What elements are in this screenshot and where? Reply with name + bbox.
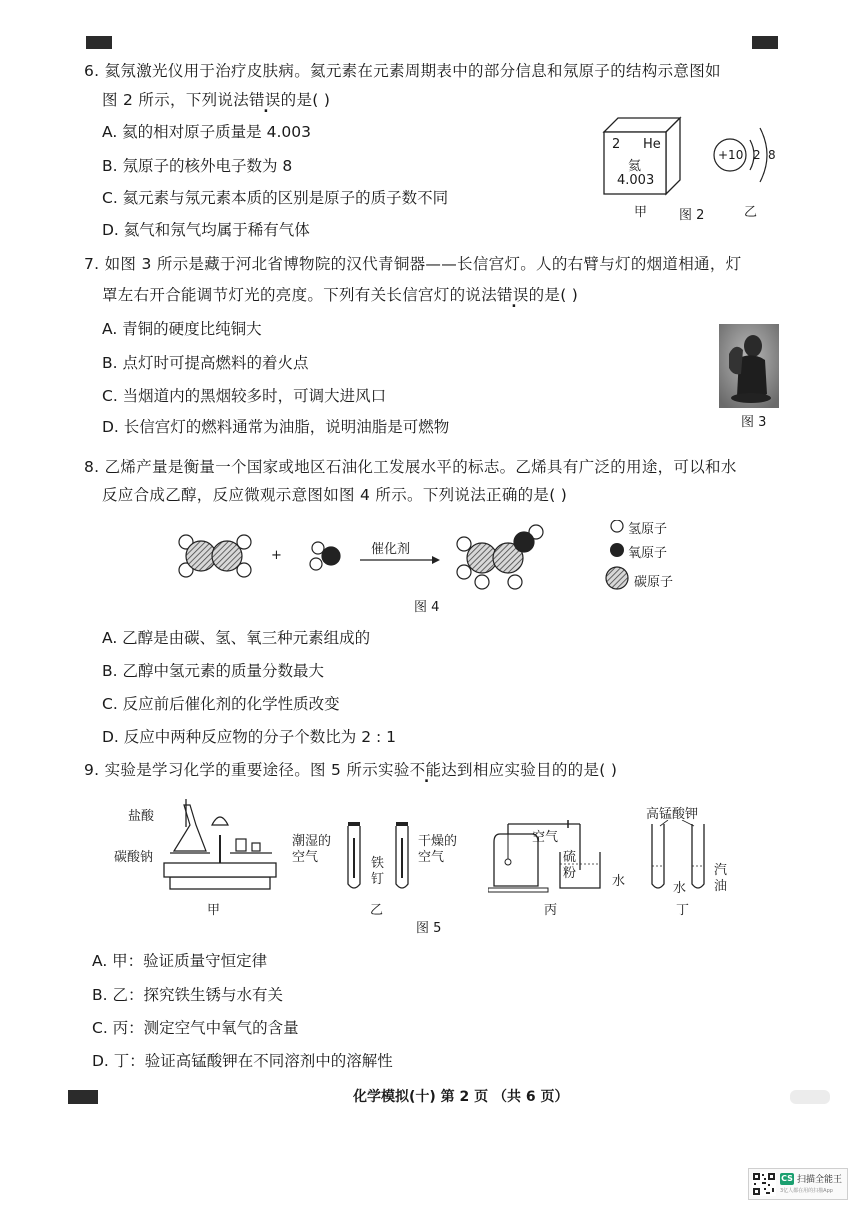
q9-stem: 9. 实验是学习化学的重要途径。图 5 所示实验不能达到相应实验目的的是( ): [84, 761, 618, 779]
legend-hydrogen: 氢原子: [628, 522, 668, 537]
figure-2-caption: 图 2: [679, 208, 705, 223]
label-wet-air: 潮湿的 空气: [292, 834, 332, 865]
shell-2-electrons: 8: [768, 148, 776, 162]
page-footer: 化学模拟(十) 第 2 页 （共 6 页）: [353, 1089, 569, 1105]
label-iron-nail: 铁 钉: [371, 856, 385, 887]
q8-option-a: A. 乙醇是由碳、氢、氧三种元素组成的: [102, 629, 371, 647]
q7-option-c: C. 当烟道内的黑烟较多时，可调大进风口: [102, 387, 387, 405]
label-sodium-carbonate: 碳酸钠: [114, 850, 154, 865]
label-hydrochloric-acid: 盐酸: [128, 809, 155, 824]
scanner-badge: CS: [781, 1174, 793, 1183]
scanner-tagline: 3亿人都在用的扫描App: [780, 1188, 833, 1194]
scanner-watermark: [748, 1168, 848, 1200]
element-atomic-number: 2: [612, 137, 621, 152]
corner-marker-bottom-left: [68, 1090, 98, 1104]
q6-option-a: A. 氦的相对原子质量是 4.003: [102, 123, 311, 141]
q6-stem-line1: 6. 氦氖激光仪用于治疗皮肤病。氦元素在元素周期表中的部分信息和氖原子的结构示意图如: [84, 62, 721, 80]
label-water-2: 水: [673, 881, 687, 896]
q8-option-d: D. 反应中两种反应物的分子个数比为 2 : 1: [102, 728, 397, 746]
label-dry-air: 干燥的 空气: [418, 834, 458, 865]
nucleus-charge: +10: [718, 148, 744, 162]
q6-option-d: D. 氦气和氖气均属于稀有气体: [102, 221, 310, 239]
q7-option-a: A. 青铜的硬度比纯铜大: [102, 320, 262, 338]
q6-option-b: B. 氖原子的核外电子数为 8: [102, 157, 293, 175]
q8-option-b: B. 乙醇中氢元素的质量分数最大: [102, 662, 324, 680]
q9-option-d: D. 丁：验证高锰酸钾在不同溶剂中的溶解性: [92, 1052, 393, 1070]
oxygen-content-apparatus: [488, 800, 608, 896]
q8-stem-line2: 反应合成乙醇，反应微观示意图如图 4 所示。下列说法正确的是( ): [102, 486, 568, 504]
q6-option-c: C. 氦元素与氖元素本质的区别是原子的质子数不同: [102, 189, 449, 207]
label-sulfur-powder: 硫 粉: [563, 850, 577, 881]
scan-smudge: [790, 1090, 830, 1104]
ethanol-molecule: [457, 525, 543, 589]
qr-code-icon: [752, 1172, 776, 1196]
q7-option-b: B. 点灯时可提高燃料的着火点: [102, 354, 309, 372]
element-mass: 4.003: [617, 173, 655, 188]
legend-carbon: 碳原子: [634, 575, 674, 590]
q8-stem-line1: 8. 乙烯产量是衡量一个国家或地区石油化工发展水平的标志。乙烯具有广泛的用途，可以和水: [84, 458, 737, 476]
emphasis-mark: 不能: [409, 761, 442, 779]
q9-option-c: C. 丙：测定空气中氧气的含量: [92, 1019, 299, 1037]
plus-sign: +: [271, 548, 282, 563]
figure-label-yi: 乙: [744, 205, 758, 220]
q7-option-d: D. 长信宫灯的燃料通常为油脂，说明油脂是可燃物: [102, 418, 450, 436]
shell-1-electrons: 2: [753, 148, 761, 162]
figure-4-caption: 图 4: [414, 600, 440, 615]
emphasis-mark: 错误: [497, 286, 529, 304]
balance-apparatus: [160, 795, 280, 895]
corner-marker-right: [752, 36, 778, 49]
sublabel-yi: 乙: [370, 903, 384, 918]
label-potassium-permanganate: 高锰酸钾: [646, 807, 699, 822]
legend-oxygen: 氧原子: [628, 546, 668, 561]
figure-label-jia: 甲: [634, 205, 648, 220]
sublabel-jia: 甲: [207, 903, 221, 918]
figure-3-caption: 图 3: [741, 415, 767, 430]
q8-option-c: C. 反应前后催化剂的化学性质改变: [102, 695, 340, 713]
water-molecule: [310, 542, 340, 570]
element-symbol: He: [643, 137, 661, 152]
corner-marker-left: [86, 36, 112, 49]
label-gasoline: 汽 油: [714, 863, 728, 894]
lamp-photo: [719, 324, 779, 408]
q9-option-a: A. 甲：验证质量守恒定律: [92, 952, 268, 970]
sublabel-bing: 丙: [544, 903, 558, 918]
label-water: 水: [612, 874, 626, 889]
label-air: 空气: [532, 830, 559, 845]
q9-option-b: B. 乙：探究铁生锈与水有关: [92, 986, 283, 1004]
ethylene-molecule: [179, 535, 251, 577]
scanner-name: 扫描全能王: [797, 1175, 843, 1185]
q7-stem-line1: 7. 如图 3 所示是藏于河北省博物院的汉代青铜器——长信宫灯。人的右臂与灯的烟道相通，灯: [84, 255, 742, 273]
q7-stem-line2: 罩左右开合能调节灯光的亮度。下列有关长信宫灯的说法错误的是( ): [102, 286, 579, 304]
catalyst-label: 催化剂: [371, 542, 411, 557]
sublabel-ding: 丁: [676, 903, 690, 918]
element-name: 氦: [628, 159, 642, 174]
q6-stem-line2: 图 2 所示，下列说法错误的是( ): [102, 91, 331, 109]
emphasis-mark: 错误: [249, 91, 281, 109]
figure-5-caption: 图 5: [416, 921, 442, 936]
